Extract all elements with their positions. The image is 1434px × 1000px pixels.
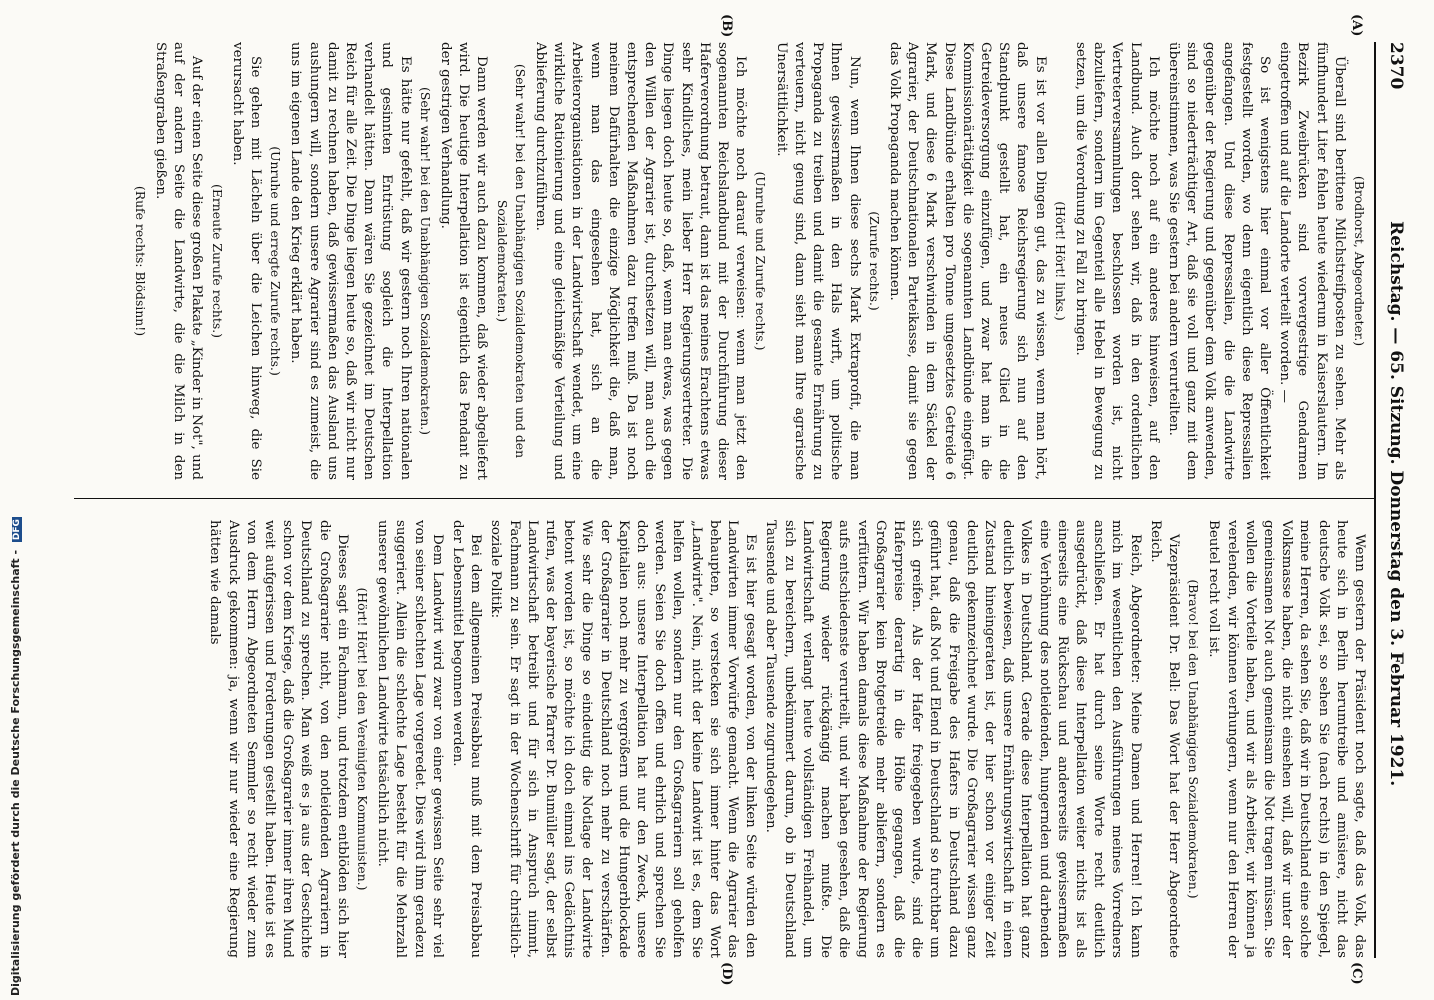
footer-credit-text bbox=[9, 517, 22, 996]
margin-mark-a: (A) bbox=[1349, 14, 1364, 37]
paragraph: Auf der einen Seite diese großen Plakate „Kinder in Not", und auf der andern Seite die Landwirte, die die Milch in den Straßengraben gießen. bbox=[153, 42, 205, 480]
column-divider bbox=[74, 498, 1374, 499]
header-rule bbox=[1374, 42, 1376, 958]
paragraph: Reich, Abgeordneter: Meine Damen und Herren! Ich kann mich im wesentlichen den Ausführungen meines Vorredners anschließen. Er hat durch seine Worte recht deutlich ausgedrückt, daß diese Interpellation weiter nichts ist als einerseits eine Rückschau und andererseits gewissermaßen eine Verhöhnung des notleidenden, hungernden und darbenden Volkes in Deutschland. Gerade diese Interpellation hat ganz deutlich bewiesen, daß unsere Ernährungswirtschaft in einen Zustand hineingeraten ist, der hier schon vor einiger Zeit deutlich gekennzeichnet wurde. Die Großagrarier wissen ganz genau, daß die Freigabe des Hafers in Deutschland dazu geführt hat, daß Not und Elend in Deutschland so furchtbar um sich greifen. Als der Hafer freigegeben wurde, sind die Haferpreise derartig in die Höhe gegangen, daß die Großagrarier kein Brotgetreide mehr abliefern, sondern es verfüttern. Wir haben damals diese Maßnahme der Regierung aufs entschiedenste verurteilt, und wir haben gesehen, daß die Regierung wieder rückgängig machen mußte. Die Landwirtschaft verlangt heute vollständigen Freihandel, um sich zu bereichern, unbekümmert darum, ob in Deutschland Tausende und aber Tausende zugrundegehen. bbox=[763, 520, 1143, 958]
interjection: (Sehr wahr! bei den Unabhängigen Sozialdemokraten und den Sozialdemokraten.) bbox=[494, 63, 528, 459]
paragraph: Es hätte nur gefehlt, daß wir gestern noch Ihren nationalen und gesinnten Entrüstung sogleich die Interpellation verhandelt hätten. Dann wären Sie gezeichnet im Deutschen Reich für alle Zeit. Die Dinge liegen heute so, daß wir nicht nur damit zu rechnen haben, daß gewissermaßen das Ausland uns aushungern will, sondern unsere Agrarier sind es zumeist, die uns im eigenen Lande den Krieg erklärt haben. bbox=[288, 42, 413, 480]
dfg-logo: DFG bbox=[12, 519, 22, 541]
quote-paragraph: Bei dem allgemeinen Preisabbau muß mit dem Preisabbau der Lebensmittel begonnen werden. bbox=[450, 520, 484, 958]
paragraph: Ich möchte noch darauf verweisen: wenn man jetzt den sogenannten Reichslandbund mit der Durchführung dieser Haferverordnung betraut, dann ist das meines Erachtens etwas sehr Kindliches, mein lieber Herr Regierungsvertreter. Die Dinge liegen doch heute so, daß, wenn man etwas, was gegen den Willen der Agrarier ist, durchsetzen will, man auch die entsprechenden Maßnahmen dazu treffen muß. Da ist noch meinem Dafürhalten die einzige Möglichkeit die, daß man, wenn man das eingesehen hat, sich an die Arbeiterorganisationen in der Landwirtschaft wendet, um eine wirkliche Rationierung und eine gleichmäßige Verteilung und Ablieferung durchzuführen. bbox=[533, 42, 749, 480]
interjection: (Bravo! bei den Unabhängigen Sozialdemokraten.) bbox=[1186, 579, 1202, 899]
paragraph: Vizepräsident Dr. Bell: Das Wort hat der Herr Abgeordnete Reich. bbox=[1147, 520, 1181, 958]
interjection: (Rufe rechts: Blödsinn!) bbox=[132, 185, 148, 337]
credit-text: Digitalisierung gefördert durch die Deutsche Forschungsgemeinschaft - bbox=[9, 549, 22, 996]
margin-mark-c: (C) bbox=[1349, 962, 1364, 985]
paragraph: Es ist vor allen Dingen gut, das zu wissen, wenn man hört, daß unsere famose Reichsregierung sich nun auf den Standpunkt gestellt hat, ein neues Glied in die Getreideversorgung einzufügen, und zwar hat man in die Kommissionärtätigkeit die sogenannten Landbünde eingefügt. Diese Landbünde erhalten pro Tonne umgesetztes Getreide 6 Mark, und diese 6 Mark verschwinden in dem Säckel der Agrarier, der Deutschnationalen Parteikasse, damit sie gegen das Volk Propaganda machen können. bbox=[886, 42, 1048, 480]
page-number: 2370 bbox=[1386, 42, 1406, 90]
page-title: Reichstag. — 65. Sitzung. Donnerstag den 3. Februar 1921. bbox=[1386, 221, 1406, 787]
paragraph: So ist wenigstens hier einmal vor aller Öffentlichkeit festgestellt worden, wo denn eigentlich diese Repressalien angefangen. Und diese Repressalien, die die Landwirte gegenüber der Regierung und gegenüber dem Volk anwenden, sind so niederträchtiger Art, daß sie voll und ganz mit dem übereinstimmen, was Sie gestern bei andern verurteilten. bbox=[1165, 42, 1272, 480]
paragraph: Es ist hier gesagt worden, von der linken Seite würden den Landwirten immer Vorwürfe gemacht. Wenn die Agrarier das behaupten, so verstecken sie sich immer hinter das Wort „Landwirte". Nein, nicht der kleine Landwirt ist es, dem Sie helfen wollen, sondern nur den Großagrariern soll geholfen werden. Seien Sie doch offen und ehrlich und sprechen Sie doch aus: unsere Interpellation hat nur den Zweck, unsere Kapitalien noch mehr zu vergrößern und die Hungerblockade der Großagrarier in Deutschland noch mehr zu verschärfen. Wie sehr die Dinge so eindeutig die Notlage der Landwirte betont worden ist, so möchte ich doch einmal ins Gedächtnis rufen, was der bayerische Pfarrer Dr. Bumüller sagt, der selbst Landwirtschaft betreibt und für sich in Anspruch nimmt, Fachmann zu sein. Er sagt in der Wochenschrift für christlich-soziale Politik: bbox=[488, 520, 759, 958]
paragraph: Dieses sagt ein Fachmann, und trotzdem entblöden sich hier die Großagrarier nicht, von den notleidenden Agrariern in Deutschland zu sprechen. Man weiß es ja aus der Geschichte schon vor dem Kriege, daß die Großagrarier immer ihren Mund weit aufgerissen und Forderungen gestellt haben. Heute ist es von dem Herrn Abgeordneten Semmler so recht wieder zum Ausdruck gekommen: ja, wenn wir nur wieder eine Regierung hätten wie damals bbox=[207, 520, 350, 958]
rotated-page-content bbox=[49, 0, 1434, 1000]
quote-paragraph: Dem Landwirt wird zwar von einer gewissen Seite sehr viel von seiner schlechten Lage vorgeredet. Dies wird ihm geradezu suggeriert. Allein die schlechte Lage besteht für die Mehrzahl unserer gewöhnlichen Landwirte tatsächlich nicht. bbox=[375, 520, 445, 958]
interjection: (Zurufe rechts.) bbox=[866, 211, 882, 311]
paragraph: Nun, wenn Ihnen diese sechs Mark Extraprofit, die man Ihnen gewissermaßen in den Hals wirft, um politische Propaganda zu treiben und damit die gesamte Ernährung zu verteuern, nicht genug sind, dann sieht man Ihre agrarische Unersättlichkeit. bbox=[773, 42, 862, 480]
interjection: (Unruhe und erregte Zurufe rechts.) bbox=[268, 146, 284, 376]
right-column bbox=[78, 520, 1368, 958]
paragraph: Sie gehen mit Lächeln über die Leichen hinweg, die Sie verursacht haben. bbox=[229, 42, 264, 480]
interjection: (Erneute Zurufe rechts.) bbox=[209, 184, 225, 338]
margin-mark-b: (B) bbox=[719, 14, 734, 38]
margin-mark-d: (D) bbox=[719, 962, 734, 986]
speaker-line: (Brodhorst, Abgeordneter.) bbox=[1352, 175, 1367, 347]
footer-credit bbox=[6, 6, 22, 996]
paragraph: Überall sind berittene Milchstreifposten zu sehen. Mehr als fünfhundert Liter fehlen heute wiederum in Kaiserslautern. Im Bezirk Zweibrücken sind vorvergestrige Gendarmen eingetroffen und auf die Landorte verteilt worden. — bbox=[1277, 42, 1347, 480]
paragraph: Ich möchte noch auf ein anderes hinweisen, auf den Landbund. Auch dort sehen wir, daß in den ordentlichen Vertreterversammlungen beschlossen worden ist, nicht abzuliefern, sondern im Gegenteil alle Hebel in Bewegung zu setzen, um die Verordnung zu Fall zu bringen. bbox=[1072, 42, 1161, 480]
interjection: (Hört! Hört! bei den Vereinigten Kommunisten.) bbox=[355, 587, 371, 891]
left-column bbox=[78, 42, 1368, 480]
paragraph: Wenn gestern der Präsident noch sagte, daß das Volk, das heute sich in Berlin herumtreibe und amüsiere, nicht das deutsche Volk sei, so sehen Sie (nach rechts) in den Spiegel, meine Herren, da sehen Sie, daß wir in Deutschland eine solche Volksmasse haben, die nicht einsehen will, daß wir unter der gemeinsamen Not auch gemeinsam die Not tragen müssen. Sie wollen die Vorteile haben, und wir als Arbeiter, wir können ja verelenden, wir können verhungern, wenn nur den Herren der Beutel recht voll ist. bbox=[1206, 520, 1367, 958]
paragraph: Dann werden wir auch dazu kommen, daß wieder abgeliefert wird. Die heutige Interpellation ist eigentlich das Pendant zu der gestrigen Verhandlung. bbox=[438, 42, 490, 480]
interjection: (Unruhe und Zurufe rechts.) bbox=[753, 171, 769, 351]
page-header bbox=[1376, 42, 1416, 958]
interjection: (Sehr wahr! bei den Unabhängigen Sozialdemokraten.) bbox=[417, 87, 433, 435]
interjection: (Hört! Hört! links.) bbox=[1052, 201, 1068, 321]
